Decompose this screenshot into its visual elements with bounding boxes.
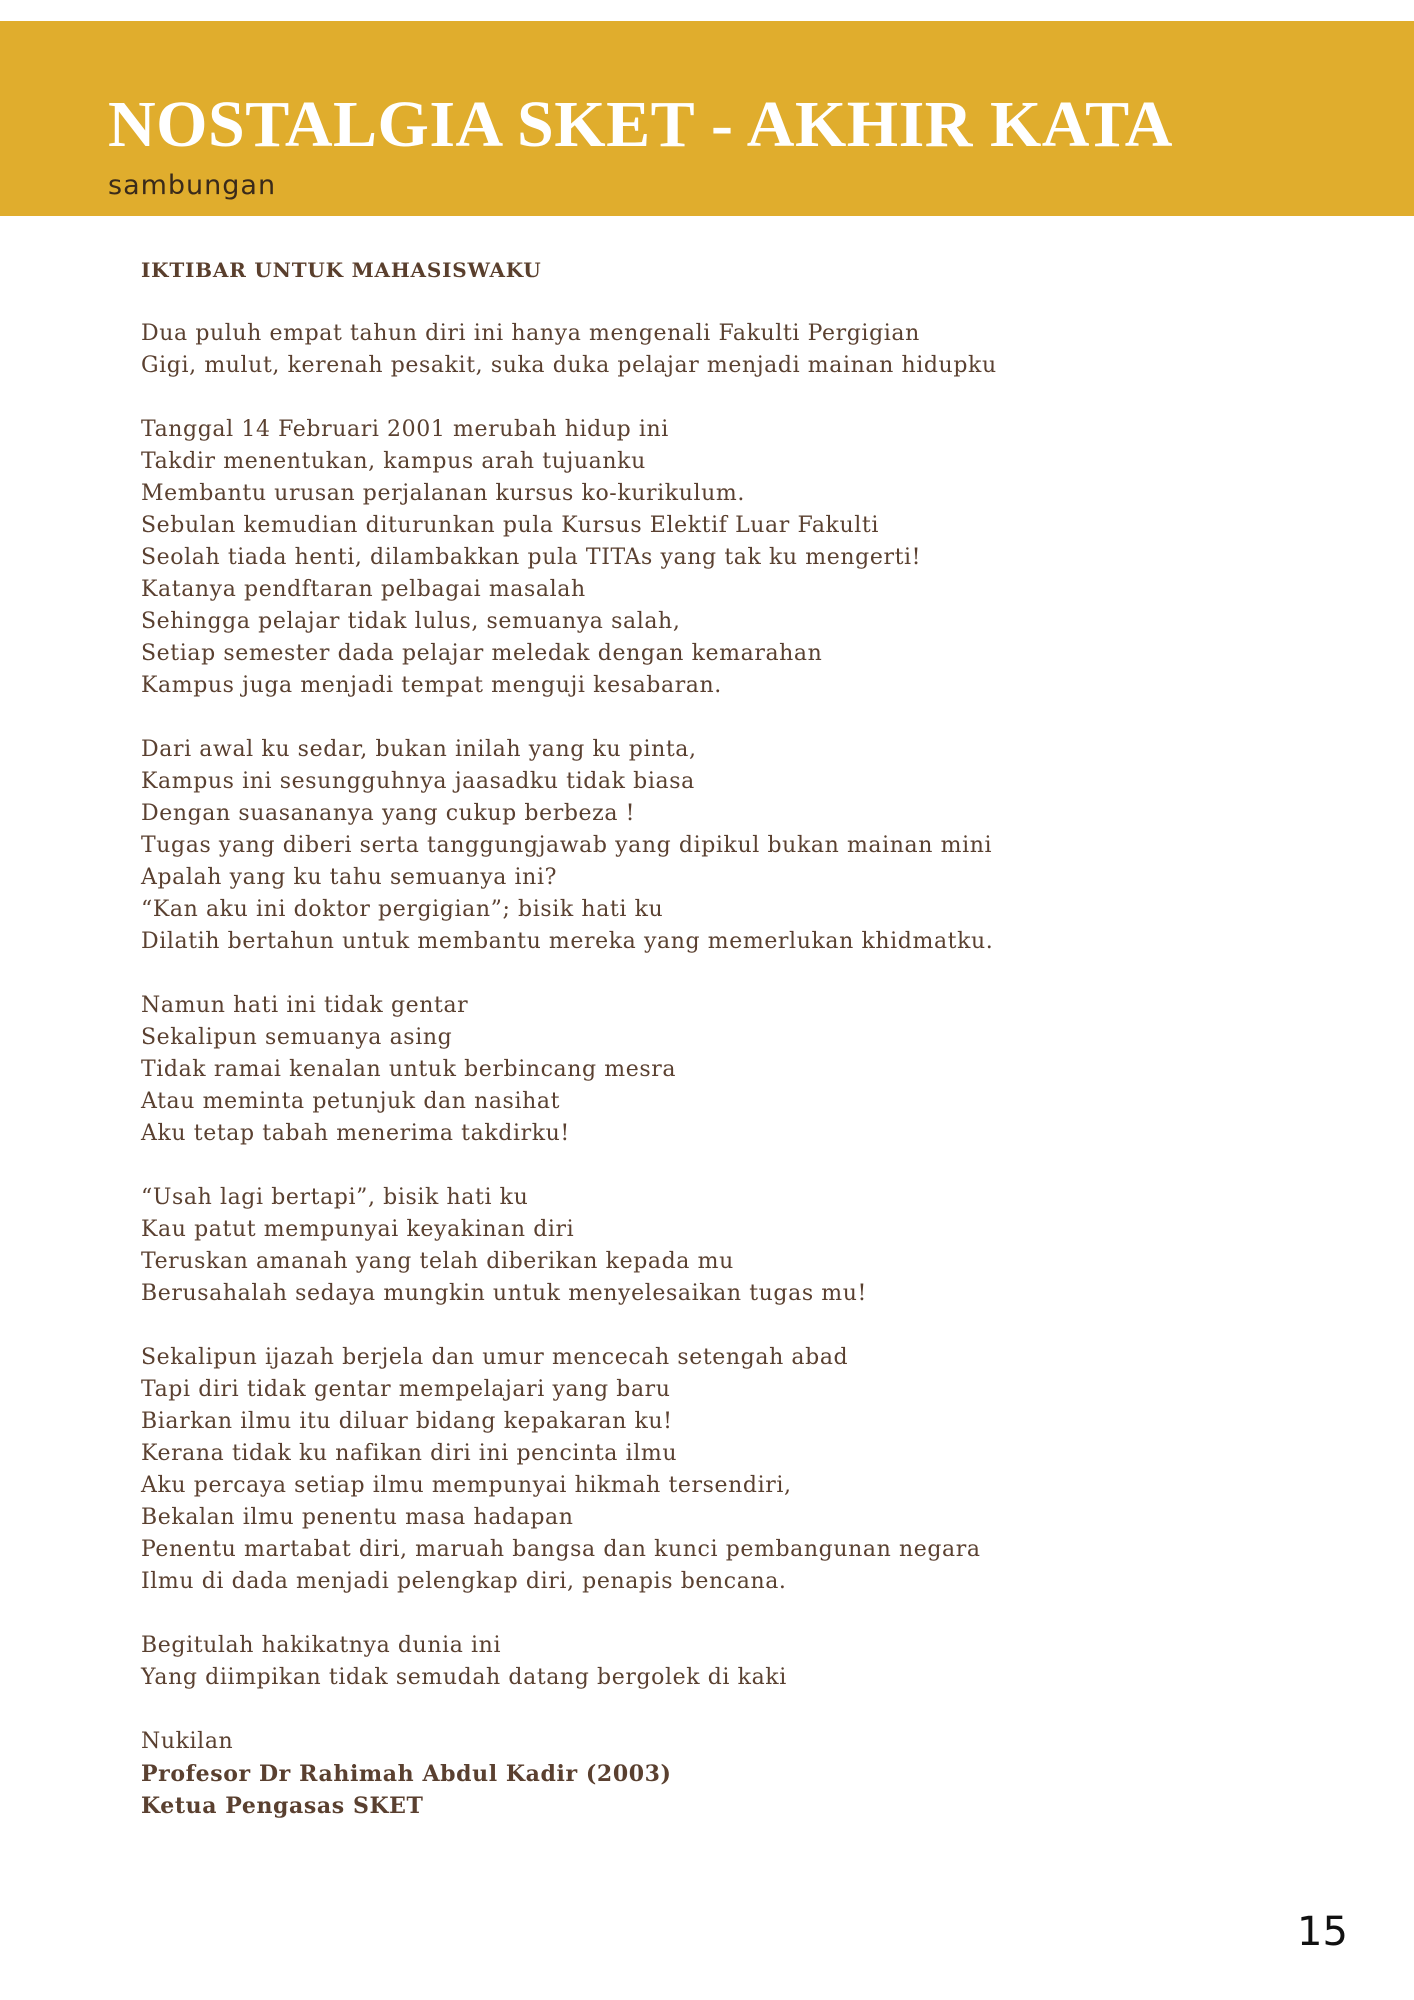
poem-line: Seolah tiada henti, dilambakkan pula TITAs yang tak ku mengerti! [141, 545, 922, 570]
poem-line: Sehingga pelajar tidak lulus, semuanya salah, [141, 609, 681, 634]
poem-line: Setiap semester dada pelajar meledak dengan kemarahan [141, 641, 823, 666]
poem-line: Kerana tidak ku nafikan diri ini pencinta ilmu [141, 1441, 678, 1466]
poem-line: Aku tetap tabah menerima takdirku! [141, 1121, 570, 1146]
poem-line: Penentu martabat diri, maruah bangsa dan kunci pembangunan negara [141, 1537, 981, 1562]
poem-line: Tidak ramai kenalan untuk berbincang mesra [141, 1057, 677, 1082]
poem-line: Dari awal ku sedar, bukan inilah yang ku pinta, [141, 737, 697, 762]
poem-stanza [141, 1182, 1291, 1310]
poem-line: Kampus ini sesungguhnya jaasadku tidak biasa [141, 769, 695, 794]
poem-line: Biarkan ilmu itu diluar bidang kepakaran ku! [141, 1409, 673, 1434]
header-banner [0, 21, 1414, 216]
poem-line: Membantu urusan perjalanan kursus ko-kurikulum. [141, 481, 745, 506]
poem-line: Kampus juga menjadi tempat menguji kesabaran. [141, 673, 722, 698]
poem-line: Bekalan ilmu penentu masa hadapan [141, 1505, 574, 1530]
poem-line: Atau meminta petunjuk dan nasihat [141, 1089, 561, 1114]
poem-line: “Kan aku ini doktor pergigian”; bisik hati ku [141, 897, 664, 922]
poem-line: Teruskan amanah yang telah diberikan kepada mu [141, 1249, 734, 1274]
poem-stanza [141, 990, 1291, 1150]
poem-line: Tanggal 14 Februari 2001 merubah hidup ini [141, 417, 669, 442]
poem-line: Katanya pendftaran pelbagai masalah [141, 577, 586, 602]
poem-line: Gigi, mulut, kerenah pesakit, suka duka pelajar menjadi mainan hidupku [141, 353, 997, 378]
poem-line: Apalah yang ku tahu semuanya ini? [141, 865, 557, 890]
poem-line: Dilatih bertahun untuk membantu mereka yang memerlukan khidmatku. [141, 929, 994, 954]
poem-line: Sekalipun ijazah berjela dan umur mencecah setengah abad [141, 1345, 849, 1370]
poem-line: Tapi diri tidak gentar mempelajari yang baru [141, 1377, 671, 1402]
poem-line: Sebulan kemudian diturunkan pula Kursus Elektif Luar Fakulti [141, 513, 879, 538]
page-subtitle: sambungan [108, 170, 277, 201]
poem-line: Berusahalah sedaya mungkin untuk menyelesaikan tugas mu! [141, 1281, 867, 1306]
poem-line: Sekalipun semuanya asing [141, 1025, 453, 1050]
poem-line: Aku percaya setiap ilmu mempunyai hikmah tersendiri, [141, 1473, 792, 1498]
poem-line: Kau patut mempunyai keyakinan diri [141, 1217, 575, 1242]
poem-line: Takdir menentukan, kampus arah tujuanku [141, 449, 646, 474]
poem-stanza [141, 318, 1291, 382]
poem-line: Begitulah hakikatnya dunia ini [141, 1633, 502, 1658]
poem-stanza [141, 734, 1291, 958]
author-role: Ketua Pengasas SKET [141, 1793, 424, 1819]
signoff-label: Nukilan [141, 1729, 234, 1754]
poem-heading: IKTIBAR UNTUK MAHASISWAKU [141, 258, 542, 282]
poem-line: Tugas yang diberi serta tanggungjawab yang dipikul bukan mainan mini [141, 833, 993, 858]
page-title: NOSTALGIA SKET - AKHIR KATA [108, 88, 1173, 161]
poem-line: Namun hati ini tidak gentar [141, 993, 469, 1018]
poem-line: Ilmu di dada menjadi pelengkap diri, penapis bencana. [141, 1569, 787, 1594]
poem-line: “Usah lagi bertapi”, bisik hati ku [141, 1185, 529, 1210]
poem-line: Dua puluh empat tahun diri ini hanya mengenali Fakulti Pergigian [141, 321, 920, 346]
poem-stanza [141, 414, 1291, 702]
poem-line: Yang diimpikan tidak semudah datang bergolek di kaki [141, 1665, 787, 1690]
poem-stanza [141, 1342, 1291, 1598]
poem-line: Dengan suasananya yang cukup berbeza ! [141, 801, 636, 826]
poem-signoff [141, 1726, 1291, 1822]
poem-stanza [141, 1630, 1291, 1694]
author-name: Profesor Dr Rahimah Abdul Kadir (2003) [141, 1761, 672, 1787]
page-number: 15 [1297, 1909, 1348, 1955]
poem-body [141, 254, 1291, 1854]
